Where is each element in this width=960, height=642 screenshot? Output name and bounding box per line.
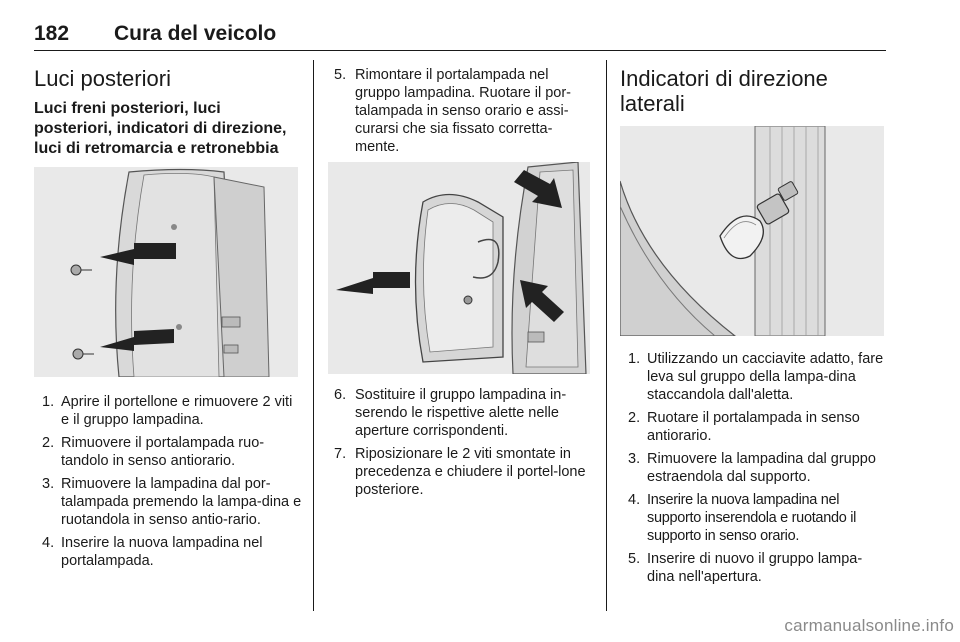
list-item: 5. Rimontare il portalampada nel gruppo lampadina. Ruotare il por-talampada in senso orario e assi-curarsi che sia fissato corretta-mente.: [334, 67, 572, 155]
right-steps-list: [620, 350, 888, 586]
section-subtitle: Luci freni posteriori, luci posteriori, indicatori di direzione, luci di retromarcia e retronebbia: [34, 100, 287, 157]
list-item: 4. Inserire la nuova lampadina nel portalampada.: [42, 535, 263, 569]
middle-column: [328, 62, 592, 504]
list-item: 5. Inserire di nuovo il gruppo lampa-dina nell'apertura.: [628, 551, 863, 585]
lamp-assembly-drawing: [328, 162, 590, 374]
list-item: 4. Inserire la nuova lampadina nel supporto inserendola e ruotando il supporto in senso orario.: [628, 492, 857, 544]
rear-light-drawing: [34, 167, 298, 377]
right-column: [620, 62, 888, 591]
left-steps-list: [34, 393, 302, 570]
list-item: 6. Sostituire il gruppo lampadina in-serendo le rispettive alette nelle aperture corrispondenti.: [334, 387, 567, 439]
chapter-title: Cura del veicolo: [114, 22, 277, 45]
lamp-assembly-illustration: [328, 162, 590, 374]
section-title: Indicatori di direzione laterali: [620, 66, 828, 116]
watermark: carmanualsonline.info: [784, 616, 954, 635]
list-item: 3. Rimuovere la lampadina dal por-talampada premendo la lampa-dina e ruotandola in senso antio-rario.: [42, 476, 302, 528]
middle-steps-bottom: [328, 386, 592, 499]
list-item: 3. Rimuovere la lampadina dal gruppo estraendola dal supporto.: [628, 451, 876, 485]
side-indicator-drawing: [620, 126, 884, 336]
list-item: 2. Ruotare il portalampada in senso antiorario.: [628, 410, 860, 444]
page-number: 182: [34, 22, 70, 45]
side-indicator-illustration: [620, 126, 884, 336]
list-item: 1. Aprire il portellone e rimuovere 2 viti e il gruppo lampadina.: [42, 394, 293, 428]
list-item: 1. Utilizzando un cacciavite adatto, fare leva sul gruppo della lampa-dina staccandola dall'aletta.: [628, 351, 884, 403]
middle-steps-top: [328, 66, 592, 156]
column-divider-1: [313, 60, 314, 611]
list-item: 2. Rimuovere il portalampada ruo-tandolo in senso antiorario.: [42, 435, 265, 469]
left-column: [34, 62, 302, 575]
rear-light-illustration: [34, 167, 298, 377]
page-header: [34, 22, 886, 51]
column-divider-2: [606, 60, 607, 611]
section-title: Luci posteriori: [34, 66, 171, 91]
list-item: 7. Riposizionare le 2 viti smontate in precedenza e chiudere il portel-lone posteriore.: [334, 446, 586, 498]
